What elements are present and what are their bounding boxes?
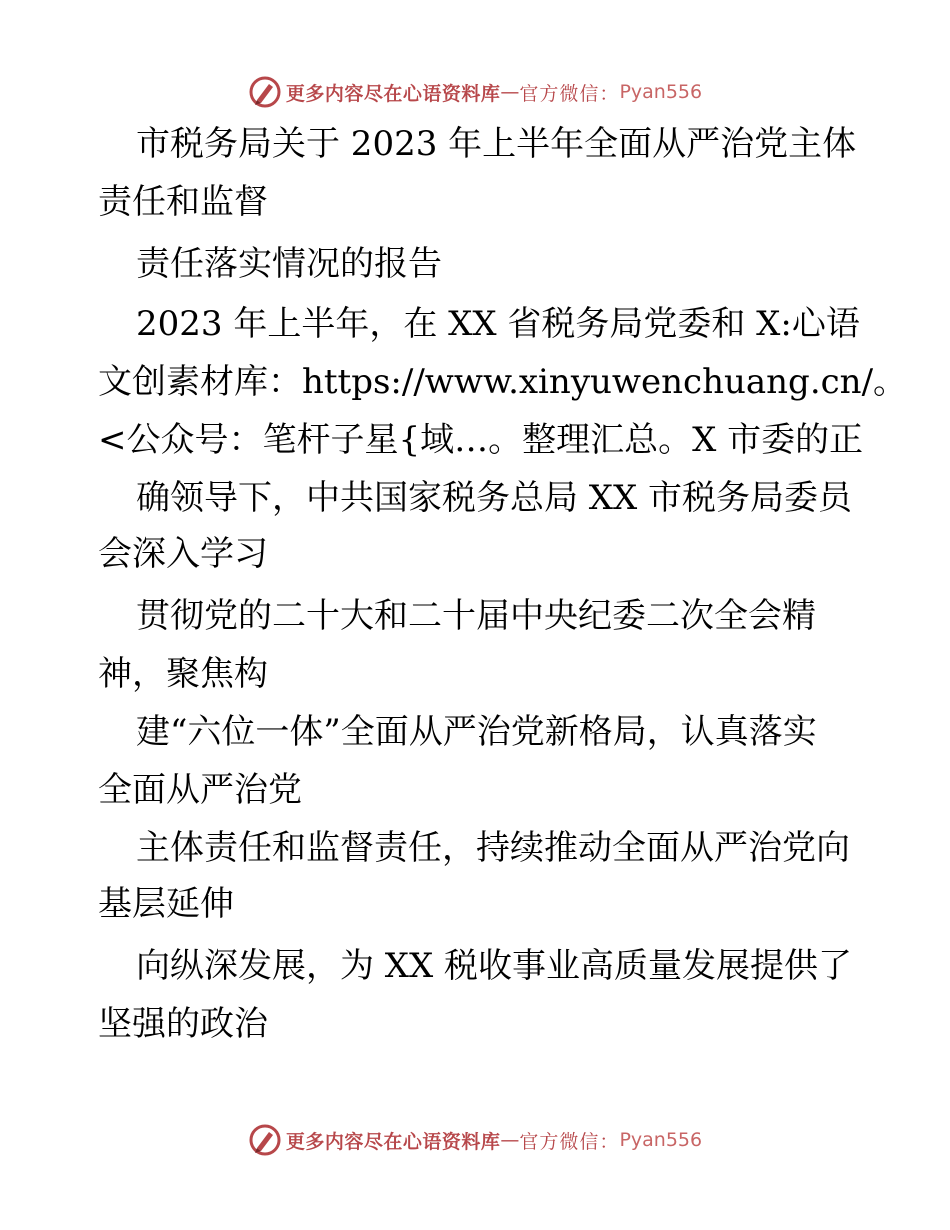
watermark-brand: 更多内容尽在心语资料库	[285, 82, 501, 105]
watermark-label: 官方微信：	[519, 82, 620, 105]
watermark-account: Pyan556	[619, 1129, 703, 1151]
text-line: 向纵深发展，为 XX 税收事业高质量发展提供了	[136, 946, 853, 986]
header-watermark	[0, 72, 950, 112]
pen-logo-icon	[248, 75, 282, 109]
text-line: 神，聚焦构	[98, 654, 268, 694]
text-line: 责任落实情况的报告	[136, 244, 442, 284]
text-line: 文创素材库：https://www.xinyuwenchuang.cn/。	[98, 362, 908, 402]
pen-logo-icon	[248, 1123, 282, 1157]
watermark-label: 官方微信：	[519, 1130, 620, 1153]
footer-watermark	[0, 1120, 950, 1160]
watermark-account: Pyan556	[619, 81, 703, 103]
text-line: 建“六位一体”全面从严治党新格局，认真落实	[136, 712, 817, 752]
text-line: 2023 年上半年，在 XX 省税务局党委和 X:心语	[136, 304, 860, 344]
text-line: 基层延伸	[98, 884, 234, 924]
text-line: 坚强的政治	[98, 1004, 268, 1044]
text-line: 贯彻党的二十大和二十届中央纪委二次全会精	[136, 596, 816, 636]
text-line: 全面从严治党	[98, 770, 302, 810]
text-line: <公众号：笔杆子星{域…。整理汇总。X 市委的正	[98, 420, 864, 460]
text-line: 市税务局关于 2023 年上半年全面从严治党主体	[136, 124, 857, 164]
watermark-dash: —	[500, 1129, 520, 1151]
text-line: 主体责任和监督责任，持续推动全面从严治党向	[136, 828, 850, 868]
text-line: 确领导下，中共国家税务总局 XX 市税务局委员	[136, 478, 853, 518]
watermark-dash: —	[500, 81, 520, 103]
watermark-brand: 更多内容尽在心语资料库	[285, 1130, 501, 1153]
text-line: 责任和监督	[98, 182, 268, 222]
text-line: 会深入学习	[98, 534, 268, 574]
